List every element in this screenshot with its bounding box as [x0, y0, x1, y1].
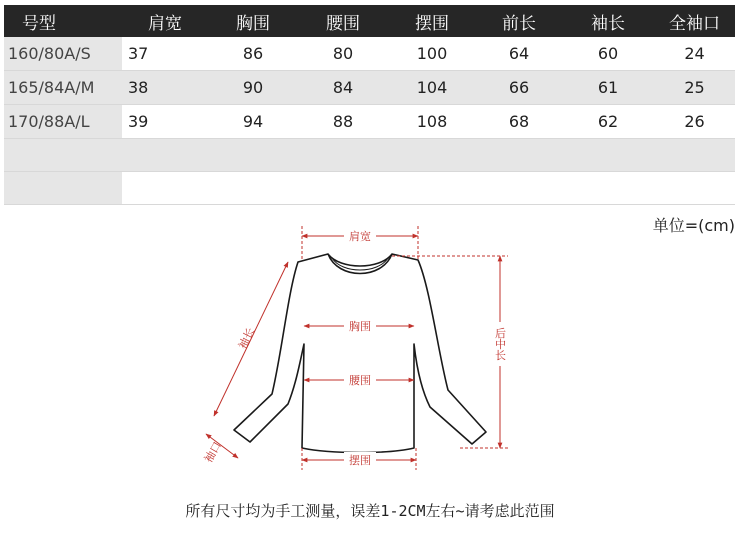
cell-cuff: 26: [654, 105, 735, 139]
label-chest: 胸围: [349, 320, 371, 333]
cell-sleeve-length: 60: [562, 37, 654, 71]
table-row: [4, 71, 735, 105]
unit-label: 单位=(cm): [652, 216, 735, 235]
garment-outline: [234, 254, 486, 453]
table-row: [4, 37, 735, 71]
cell-size: 160/80A/S: [4, 37, 122, 71]
header-waist: 腰围: [298, 5, 388, 37]
cell-cuff: 24: [654, 37, 735, 71]
cell-waist: 84: [298, 71, 388, 105]
cell-front-length: 68: [476, 105, 562, 139]
table-row-empty: [4, 172, 735, 205]
header-sleeve-length: 袖长: [562, 5, 654, 37]
header-front-length: 前长: [476, 5, 562, 37]
table-row: [4, 105, 735, 139]
cell-chest: 90: [208, 71, 298, 105]
table-row-empty: [4, 139, 735, 172]
footer-note: 所有尺寸均为手工测量，误差1-2CM左右~请考虑此范围: [185, 502, 555, 520]
size-table: [4, 5, 735, 205]
header-cuff: 全袖口: [654, 5, 735, 37]
label-hem: 摆围: [349, 454, 371, 467]
cell-chest: 86: [208, 37, 298, 71]
garment-diagram: [180, 212, 540, 480]
cell-shoulder: 38: [122, 71, 208, 105]
cell-chest: 94: [208, 105, 298, 139]
header-shoulder: 肩宽: [122, 5, 208, 37]
cell-size: 170/88A/L: [4, 105, 122, 139]
cell-sleeve-length: 62: [562, 105, 654, 139]
label-sleeve: 袖长: [236, 325, 258, 352]
cell-front-length: 64: [476, 37, 562, 71]
label-back-length: 后中长: [493, 327, 507, 361]
cell-shoulder: 37: [122, 37, 208, 71]
cell-size: 165/84A/M: [4, 71, 122, 105]
table-header-row: [4, 5, 735, 37]
cell-sleeve-length: 61: [562, 71, 654, 105]
label-shoulder: 肩宽: [349, 230, 371, 243]
header-size: 号型: [4, 5, 122, 37]
header-chest: 胸围: [208, 5, 298, 37]
label-waist: 腰围: [349, 374, 371, 387]
cell-front-length: 66: [476, 71, 562, 105]
cell-shoulder: 39: [122, 105, 208, 139]
cell-hem: 108: [388, 105, 476, 139]
label-cuff: 袖口: [201, 439, 225, 466]
cell-cuff: 25: [654, 71, 735, 105]
cell-hem: 100: [388, 37, 476, 71]
cell-waist: 88: [298, 105, 388, 139]
header-hem: 摆围: [388, 5, 476, 37]
cell-waist: 80: [298, 37, 388, 71]
cell-hem: 104: [388, 71, 476, 105]
